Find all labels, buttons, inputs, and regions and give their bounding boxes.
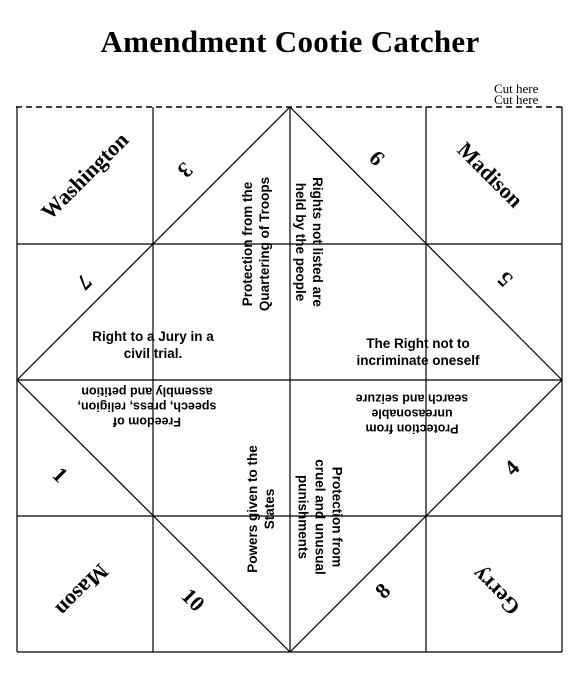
number-1: 1 — [47, 461, 74, 488]
number-5: 5 — [491, 266, 518, 293]
corner-name-gerry: Gerry — [466, 562, 525, 621]
amendment-quartering-troops: Protection from the Quartering of Troops — [240, 176, 272, 312]
number-9: 9 — [363, 145, 390, 172]
cut-here-label-2: Cut here — [494, 92, 539, 107]
corner-name-madison: Madison — [452, 136, 529, 213]
amendment-freedom: Freedom of speech, press, religion, assembly and petition — [77, 384, 217, 429]
corner-name-mason: Mason — [51, 559, 114, 622]
number-7: 7 — [71, 269, 98, 296]
amendment-jury-trial: Right to a Jury in a civil trial. — [92, 329, 214, 361]
page-title: Amendment Cootie Catcher — [100, 24, 480, 59]
cut-here-label: Cut here — [494, 81, 539, 96]
corner-name-washington: Washington — [36, 127, 134, 225]
number-3: 3 — [172, 157, 199, 184]
amendment-search-seizure: Protection from unreasonable search and seizure — [355, 391, 469, 436]
number-4: 4 — [498, 454, 525, 481]
number-8: 8 — [369, 577, 396, 604]
amendment-cruel-unusual: Protection from cruel and unusual punishments — [295, 459, 345, 575]
amendment-self-incrimination: The Right not to incriminate oneself — [356, 336, 480, 368]
amendment-states-powers: Powers given to the States — [245, 445, 277, 573]
amendment-rights-retained: Rights not listed are held by the people — [293, 177, 325, 307]
number-10: 10 — [176, 583, 210, 617]
